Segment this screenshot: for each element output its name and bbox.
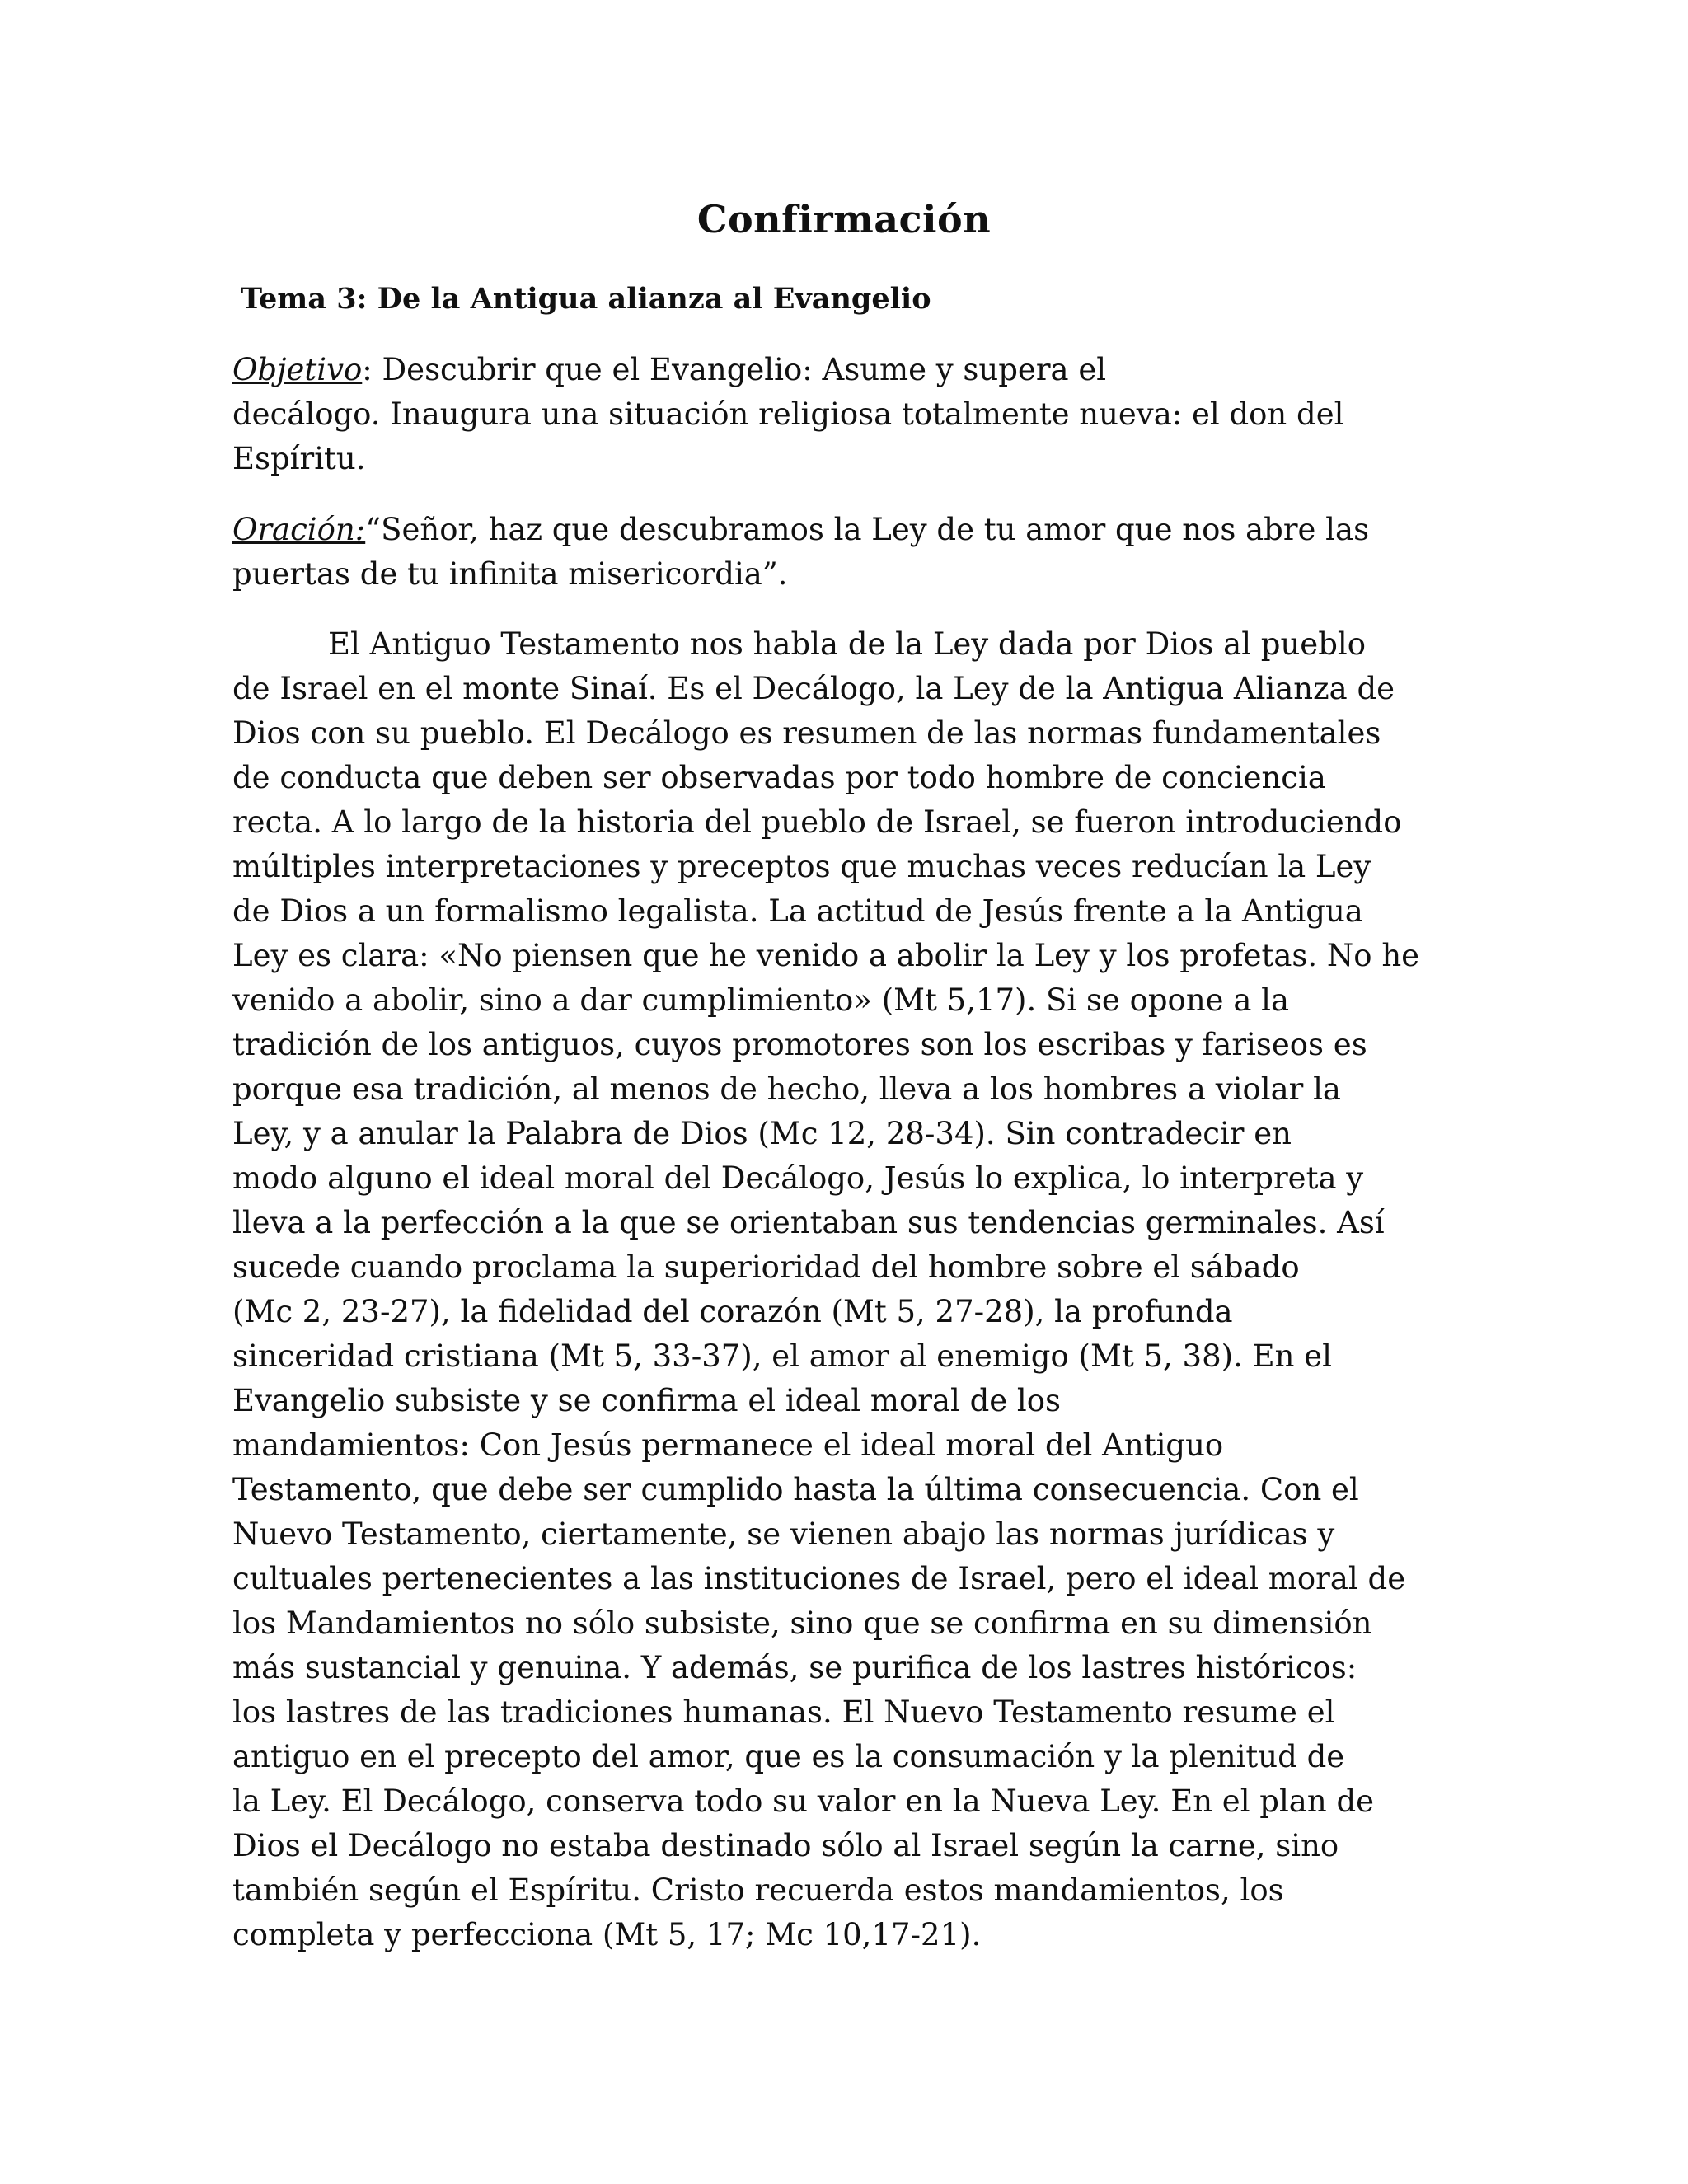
prayer-label: Oración: (232, 512, 366, 547)
body-paragraph (232, 622, 1485, 1957)
body-line: Testamento, que debe ser cumplido hasta la última consecuencia. Con el (232, 1472, 1359, 1507)
topic-heading: Tema 3: De la Antigua alianza al Evangelio (241, 282, 931, 316)
body-line: de Dios a un formalismo legalista. La actitud de Jesús frente a la Antigua (232, 893, 1363, 929)
prayer-line: puertas de tu infinita misericordia”. (232, 556, 788, 592)
body-line: Nuevo Testamento, ciertamente, se vienen abajo las normas jurídicas y (232, 1516, 1335, 1552)
body-line: Ley, y a anular la Palabra de Dios (Mc 12, 28-34). Sin contradecir en (232, 1116, 1292, 1151)
body-line: también según el Espíritu. Cristo recuerda estos mandamientos, los (232, 1872, 1284, 1908)
body-line: Dios con su pueblo. El Decálogo es resumen de las normas fundamentales (232, 715, 1381, 751)
body-line: El Antiguo Testamento nos habla de la Ley dada por Dios al pueblo (328, 626, 1366, 662)
body-line: más sustancial y genuina. Y además, se purifica de los lastres históricos: (232, 1650, 1357, 1685)
body-line: múltiples interpretaciones y preceptos que muchas veces reducían la Ley (232, 849, 1372, 884)
body-line: venido a abolir, sino a dar cumplimiento» (Mt 5,17). Si se opone a la (232, 982, 1290, 1018)
objective-separator: : (362, 352, 373, 387)
body-line: de conducta que deben ser observadas por todo hombre de conciencia (232, 760, 1326, 795)
objective-paragraph (232, 348, 1485, 481)
prayer-text: “Señor, haz que descubramos la Ley de tu amor que nos abre las (365, 512, 1370, 547)
objective-line: Espíritu. (232, 441, 366, 476)
objective-label: Objetivo (232, 352, 363, 387)
page-title: Confirmación (696, 197, 992, 241)
body-line: la Ley. El Decálogo, conserva todo su valor en la Nueva Ley. En el plan de (232, 1783, 1375, 1819)
body-line: tradición de los antiguos, cuyos promotores son los escribas y fariseos es (232, 1027, 1367, 1062)
body-line: recta. A lo largo de la historia del pueblo de Israel, se fueron introduciendo (232, 804, 1402, 840)
body-line: cultuales pertenecientes a las instituciones de Israel, pero el ideal moral de (232, 1561, 1406, 1596)
body-line: completa y perfecciona (Mt 5, 17; Mc 10,17-21). (232, 1917, 982, 1952)
objective-line: decálogo. Inaugura una situación religiosa totalmente nueva: el don del (232, 396, 1344, 432)
prayer-paragraph (232, 508, 1485, 597)
body-line: lleva a la perfección a la que se orientaban sus tendencias germinales. Así (232, 1205, 1385, 1240)
body-line: de Israel en el monte Sinaí. Es el Decálogo, la Ley de la Antigua Alianza de (232, 671, 1395, 706)
body-line: antiguo en el precepto del amor, que es la consumación y la plenitud de (232, 1739, 1345, 1774)
body-line: los Mandamientos no sólo subsiste, sino que se confirma en su dimensión (232, 1605, 1372, 1641)
objective-text: Descubrir que el Evangelio: Asume y supera el (372, 352, 1107, 387)
body-line: sinceridad cristiana (Mt 5, 33-37), el amor al enemigo (Mt 5, 38). En el (232, 1338, 1332, 1374)
body-line: sucede cuando proclama la superioridad del hombre sobre el sábado (232, 1249, 1300, 1285)
body-line: porque esa tradición, al menos de hecho, lleva a los hombres a violar la (232, 1071, 1341, 1107)
body-line: Ley es clara: «No piensen que he venido a abolir la Ley y los profetas. No he (232, 938, 1420, 973)
body-line: (Mc 2, 23-27), la fidelidad del corazón (Mt 5, 27-28), la profunda (232, 1294, 1233, 1329)
body-line: los lastres de las tradiciones humanas. El Nuevo Testamento resume el (232, 1694, 1335, 1730)
objective-line (232, 348, 1485, 392)
prayer-line (232, 508, 1485, 552)
body-line: mandamientos: Con Jesús permanece el ideal moral del Antiguo (232, 1427, 1224, 1463)
body-line: modo alguno el ideal moral del Decálogo, Jesús lo explica, lo interpreta y (232, 1160, 1364, 1196)
body-line: Dios el Decálogo no estaba destinado sólo al Israel según la carne, sino (232, 1828, 1339, 1863)
body-line: Evangelio subsiste y se confirma el ideal moral de los (232, 1383, 1062, 1418)
